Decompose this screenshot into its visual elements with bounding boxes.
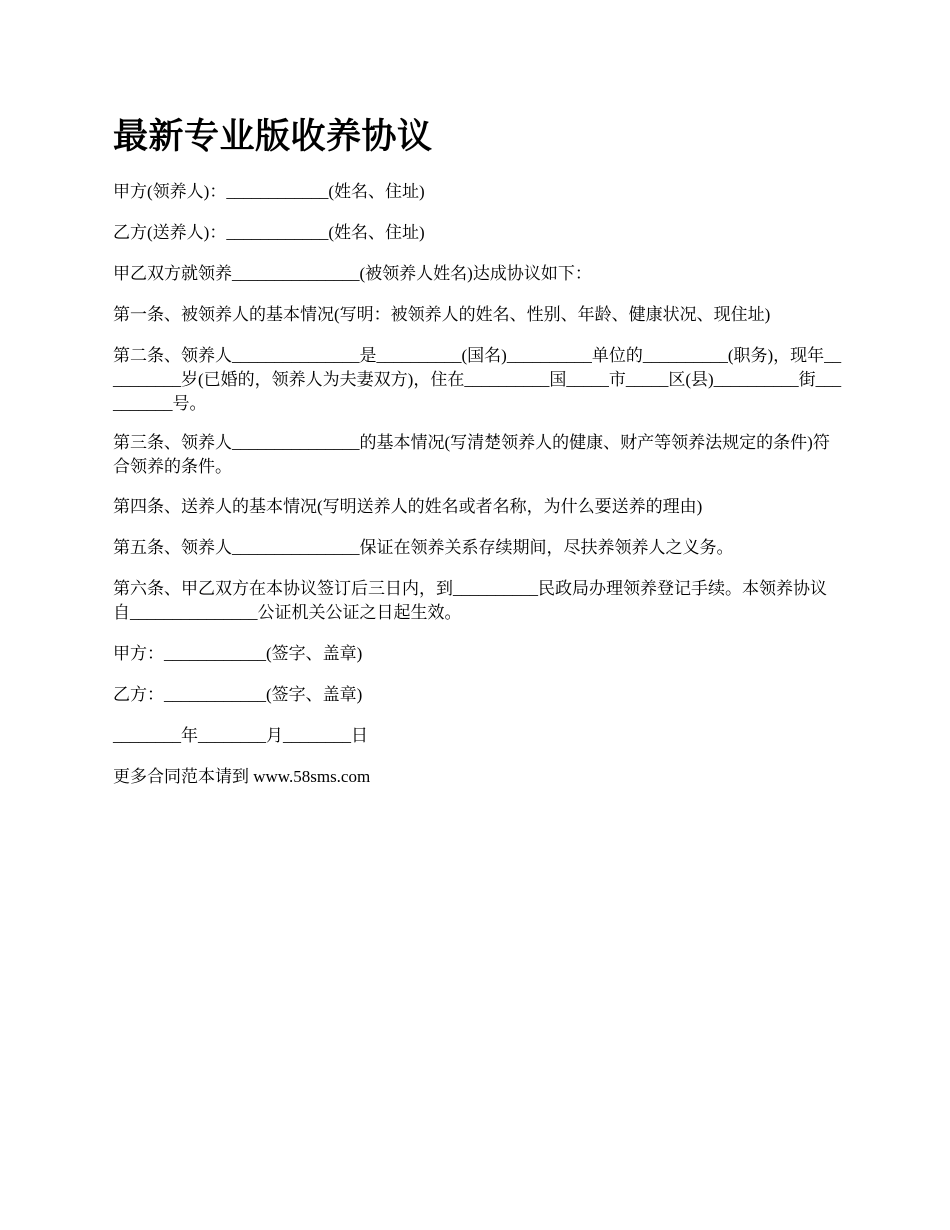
article-2: 第二条、领养人_______________是__________(国名)__________单位的__________(职务)，现年__________岁(已婚的，领养人为夫妻双方)，住在__________国_____市_____区(县)__________街__________号。 bbox=[113, 346, 842, 413]
party-b-line: 乙方(送养人)：____________(姓名、住址) bbox=[113, 223, 425, 242]
signing-date: ________年________月________日 bbox=[113, 726, 368, 745]
agreement-intro: 甲乙双方就领养_______________(被领养人姓名)达成协议如下： bbox=[113, 264, 592, 283]
article-5: 第五条、领养人_______________保证在领养关系存续期间，尽扶养领养人之义务。 bbox=[113, 538, 734, 557]
footer-note: 更多合同范本请到 www.58sms.com bbox=[113, 767, 371, 786]
article-1: 第一条、被领养人的基本情况(写明：被领养人的姓名、性别、年龄、健康状况、现住址) bbox=[113, 305, 771, 324]
article-3: 第三条、领养人_______________的基本情况(写清楚领养人的健康、财产等领养法规定的条件)符合领养的条件。 bbox=[113, 433, 830, 476]
document-title: 最新专业版收养协议 bbox=[113, 117, 433, 156]
article-4: 第四条、送养人的基本情况(写明送养人的姓名或者名称，为什么要送养的理由) bbox=[113, 497, 703, 516]
article-6: 第六条、甲乙双方在本协议签订后三日内，到__________民政局办理领养登记手续。本领养协议自_______________公证机关公证之日起生效。 bbox=[113, 579, 827, 622]
party-a-line: 甲方(领养人)：____________(姓名、住址) bbox=[113, 182, 425, 201]
party-b-signature: 乙方：____________(签字、盖章) bbox=[113, 685, 363, 704]
party-a-signature: 甲方：____________(签字、盖章) bbox=[113, 644, 363, 663]
